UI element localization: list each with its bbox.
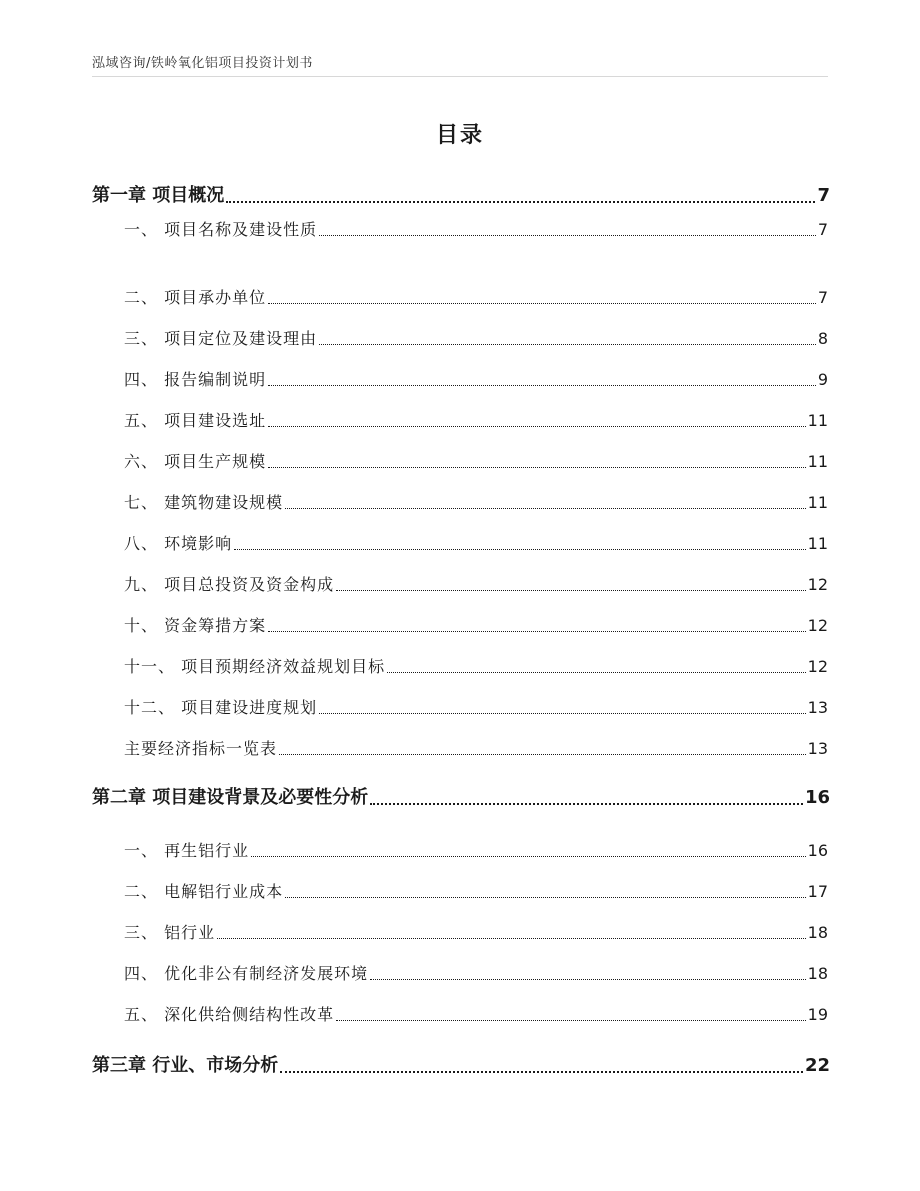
toc-entry-section[interactable] — [124, 531, 828, 557]
toc-dot-leader — [387, 672, 806, 673]
toc-entry-chapter[interactable] — [92, 785, 830, 811]
toc-dot-leader — [279, 754, 806, 755]
toc-entry-label: 十、 资金筹措方案 — [124, 616, 267, 635]
toc-page-number: 8 — [817, 329, 828, 348]
toc-page-number: 16 — [807, 841, 828, 860]
toc-entry-section[interactable] — [124, 654, 828, 680]
toc-entry-label: 第一章 项目概况 — [92, 185, 225, 206]
toc-entry-section[interactable] — [124, 1002, 828, 1028]
toc-entry-label: 三、 铝行业 — [124, 923, 216, 942]
toc-page-number: 9 — [817, 370, 828, 389]
toc-page-number: 13 — [807, 698, 828, 717]
toc-dot-leader — [370, 979, 806, 980]
toc-page-number: 7 — [817, 288, 828, 307]
toc-page-number: 11 — [807, 452, 828, 471]
toc-entry-label: 第二章 项目建设背景及必要性分析 — [92, 787, 369, 808]
toc-entry-label: 四、 优化非公有制经济发展环境 — [124, 964, 369, 983]
toc-entry-label: 二、 电解铝行业成本 — [124, 882, 284, 901]
toc-entry-section[interactable] — [124, 695, 828, 721]
toc-entry-section[interactable] — [124, 449, 828, 475]
toc-dot-leader — [336, 590, 806, 591]
toc-entry-label: 主要经济指标一览表 — [124, 739, 278, 758]
toc-page-number: 16 — [804, 787, 830, 808]
toc-page-number: 22 — [804, 1055, 830, 1076]
toc-page-number: 11 — [807, 534, 828, 553]
toc-entry-section[interactable] — [124, 961, 828, 987]
toc-page-number: 7 — [817, 220, 828, 239]
toc-dot-leader — [319, 235, 816, 236]
toc-entry-label: 四、 报告编制说明 — [124, 370, 267, 389]
toc-dot-leader — [280, 1071, 803, 1073]
toc-entry-label: 一、 再生铝行业 — [124, 841, 250, 860]
toc-dot-leader — [268, 467, 806, 468]
toc-entry-label: 五、 项目建设选址 — [124, 411, 267, 430]
toc-entry-section[interactable] — [124, 217, 828, 243]
toc-entry-section[interactable] — [124, 367, 828, 393]
toc-entry-section[interactable] — [124, 326, 828, 352]
toc-entry-label: 一、 项目名称及建设性质 — [124, 220, 318, 239]
toc-page-number: 19 — [807, 1005, 828, 1024]
toc-dot-leader — [226, 201, 815, 203]
toc-dot-leader — [234, 549, 806, 550]
toc-page-number: 12 — [807, 657, 828, 676]
toc-page-number: 11 — [807, 493, 828, 512]
toc-entry-label: 二、 项目承办单位 — [124, 288, 267, 307]
toc-dot-leader — [370, 803, 803, 805]
toc-page-number: 12 — [807, 616, 828, 635]
toc-page-number: 7 — [817, 185, 830, 206]
toc-dot-leader — [285, 897, 806, 898]
toc-dot-leader — [217, 938, 806, 939]
toc-entry-label: 七、 建筑物建设规模 — [124, 493, 284, 512]
toc-entry-label: 十二、 项目建设进度规划 — [124, 698, 318, 717]
page-header: 泓域咨询/铁岭氧化铝项目投资计划书 — [92, 56, 313, 71]
toc-entry-label: 八、 环境影响 — [124, 534, 233, 553]
toc-dot-leader — [251, 856, 806, 857]
toc-entry-section[interactable] — [124, 408, 828, 434]
toc-entry-section[interactable] — [124, 838, 828, 864]
toc-page-number: 12 — [807, 575, 828, 594]
toc-title: 目录 — [435, 123, 484, 148]
toc-dot-leader — [319, 713, 806, 714]
toc-entry-section[interactable] — [124, 879, 828, 905]
toc-entry-chapter[interactable] — [92, 1053, 830, 1079]
toc-dot-leader — [268, 631, 806, 632]
toc-entry-section[interactable] — [124, 920, 828, 946]
toc-page-number: 17 — [807, 882, 828, 901]
toc-entry-label: 第三章 行业、市场分析 — [92, 1055, 279, 1076]
toc-entry-section[interactable] — [124, 572, 828, 598]
toc-dot-leader — [336, 1020, 806, 1021]
toc-entry-label: 三、 项目定位及建设理由 — [124, 329, 318, 348]
toc-page-number: 18 — [807, 923, 828, 942]
toc-entry-section[interactable] — [124, 613, 828, 639]
toc-dot-leader — [268, 303, 816, 304]
toc-entry-section[interactable] — [124, 736, 828, 762]
toc-entry-label: 十一、 项目预期经济效益规划目标 — [124, 657, 386, 676]
toc-entry-label: 五、 深化供给侧结构性改革 — [124, 1005, 335, 1024]
toc-entry-chapter[interactable] — [92, 183, 830, 209]
toc-dot-leader — [285, 508, 806, 509]
toc-entry-label: 六、 项目生产规模 — [124, 452, 267, 471]
toc-page-number: 18 — [807, 964, 828, 983]
toc-page-number: 11 — [807, 411, 828, 430]
toc-dot-leader — [319, 344, 816, 345]
toc-entry-section[interactable] — [124, 285, 828, 311]
toc-dot-leader — [268, 385, 816, 386]
toc-entry-section[interactable] — [124, 490, 828, 516]
toc-dot-leader — [268, 426, 806, 427]
toc-page-number: 13 — [807, 739, 828, 758]
toc-entry-label: 九、 项目总投资及资金构成 — [124, 575, 335, 594]
